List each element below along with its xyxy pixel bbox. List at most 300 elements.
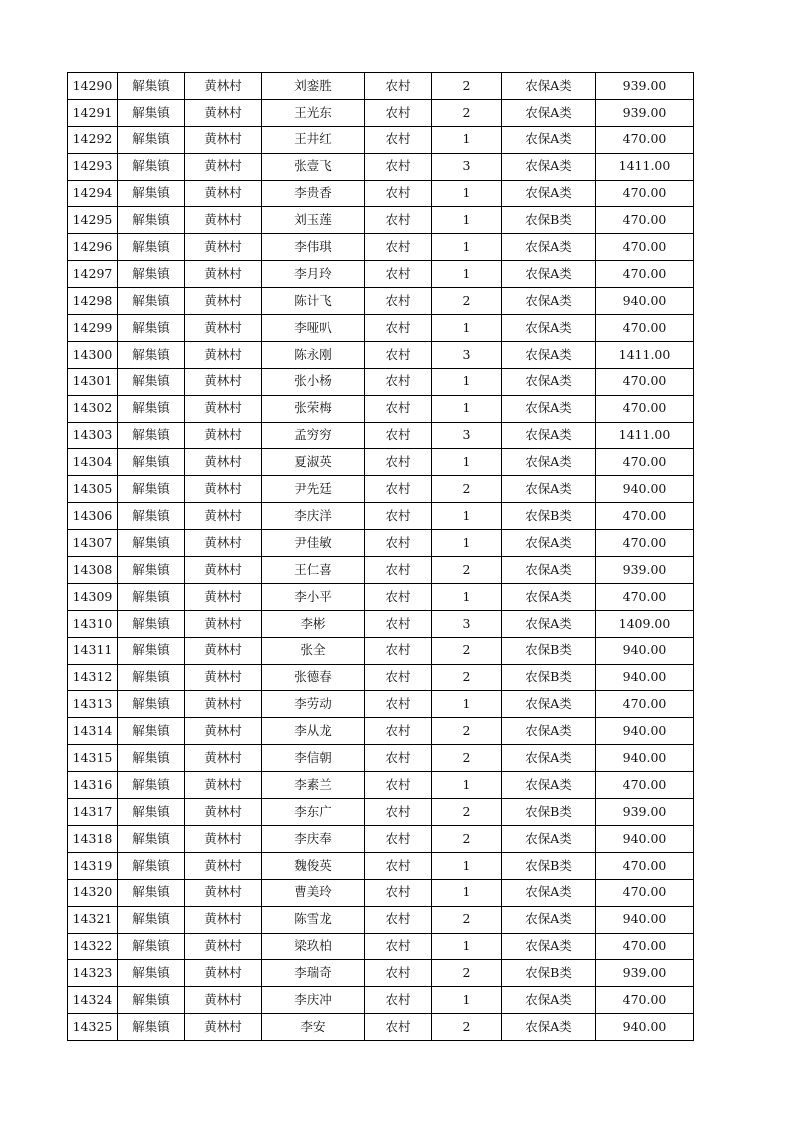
resident-name-cell: 李贵香	[262, 180, 365, 207]
household-count-cell: 1	[432, 691, 502, 718]
town-cell: 解集镇	[118, 126, 185, 153]
resident-name-cell: 李哑叭	[262, 315, 365, 342]
amount-cell: 470.00	[596, 368, 694, 395]
insurance-category-cell: 农保A类	[502, 126, 596, 153]
amount-cell: 940.00	[596, 637, 694, 664]
table-row	[68, 583, 694, 610]
table-row	[68, 422, 694, 449]
amount-cell: 939.00	[596, 799, 694, 826]
village-cell: 黄林村	[185, 906, 262, 933]
area-type-cell: 农村	[365, 449, 432, 476]
serial-number-cell: 14290	[68, 73, 118, 100]
table-row	[68, 825, 694, 852]
serial-number-cell: 14318	[68, 825, 118, 852]
village-cell: 黄林村	[185, 503, 262, 530]
amount-cell: 470.00	[596, 234, 694, 261]
insurance-category-cell: 农保A类	[502, 234, 596, 261]
village-cell: 黄林村	[185, 180, 262, 207]
household-count-cell: 2	[432, 288, 502, 315]
serial-number-cell: 14298	[68, 288, 118, 315]
resident-name-cell: 李彬	[262, 610, 365, 637]
amount-cell: 470.00	[596, 772, 694, 799]
area-type-cell: 农村	[365, 879, 432, 906]
serial-number-cell: 14317	[68, 799, 118, 826]
insurance-category-cell: 农保A类	[502, 180, 596, 207]
household-count-cell: 3	[432, 341, 502, 368]
table-row	[68, 1014, 694, 1041]
amount-cell: 940.00	[596, 906, 694, 933]
serial-number-cell: 14299	[68, 315, 118, 342]
insurance-category-cell: 农保B类	[502, 503, 596, 530]
amount-cell: 470.00	[596, 933, 694, 960]
household-count-cell: 1	[432, 852, 502, 879]
insurance-category-cell: 农保A类	[502, 583, 596, 610]
resident-name-cell: 张小杨	[262, 368, 365, 395]
village-cell: 黄林村	[185, 557, 262, 584]
household-count-cell: 2	[432, 960, 502, 987]
town-cell: 解集镇	[118, 207, 185, 234]
table-row	[68, 852, 694, 879]
serial-number-cell: 14300	[68, 341, 118, 368]
area-type-cell: 农村	[365, 906, 432, 933]
area-type-cell: 农村	[365, 852, 432, 879]
serial-number-cell: 14294	[68, 180, 118, 207]
amount-cell: 940.00	[596, 745, 694, 772]
roster-table-body	[68, 73, 694, 1041]
insurance-category-cell: 农保A类	[502, 825, 596, 852]
insurance-category-cell: 农保A类	[502, 530, 596, 557]
resident-name-cell: 王井红	[262, 126, 365, 153]
serial-number-cell: 14310	[68, 610, 118, 637]
serial-number-cell: 14315	[68, 745, 118, 772]
household-count-cell: 1	[432, 126, 502, 153]
table-row	[68, 718, 694, 745]
household-count-cell: 2	[432, 73, 502, 100]
town-cell: 解集镇	[118, 987, 185, 1014]
amount-cell: 470.00	[596, 126, 694, 153]
table-row	[68, 234, 694, 261]
village-cell: 黄林村	[185, 825, 262, 852]
area-type-cell: 农村	[365, 288, 432, 315]
village-cell: 黄林村	[185, 288, 262, 315]
amount-cell: 470.00	[596, 852, 694, 879]
area-type-cell: 农村	[365, 718, 432, 745]
town-cell: 解集镇	[118, 180, 185, 207]
insurance-category-cell: 农保A类	[502, 153, 596, 180]
area-type-cell: 农村	[365, 987, 432, 1014]
resident-name-cell: 李小平	[262, 583, 365, 610]
amount-cell: 470.00	[596, 180, 694, 207]
amount-cell: 940.00	[596, 825, 694, 852]
village-cell: 黄林村	[185, 718, 262, 745]
amount-cell: 470.00	[596, 395, 694, 422]
serial-number-cell: 14314	[68, 718, 118, 745]
resident-name-cell: 魏俊英	[262, 852, 365, 879]
table-row	[68, 879, 694, 906]
household-count-cell: 1	[432, 368, 502, 395]
resident-name-cell: 李信朝	[262, 745, 365, 772]
resident-name-cell: 孟穷穷	[262, 422, 365, 449]
area-type-cell: 农村	[365, 610, 432, 637]
town-cell: 解集镇	[118, 395, 185, 422]
table-row	[68, 772, 694, 799]
serial-number-cell: 14303	[68, 422, 118, 449]
village-cell: 黄林村	[185, 745, 262, 772]
town-cell: 解集镇	[118, 772, 185, 799]
town-cell: 解集镇	[118, 637, 185, 664]
serial-number-cell: 14322	[68, 933, 118, 960]
amount-cell: 939.00	[596, 99, 694, 126]
town-cell: 解集镇	[118, 906, 185, 933]
roster-table	[67, 72, 694, 1041]
resident-name-cell: 张全	[262, 637, 365, 664]
resident-name-cell: 张壹飞	[262, 153, 365, 180]
serial-number-cell: 14320	[68, 879, 118, 906]
amount-cell: 470.00	[596, 503, 694, 530]
serial-number-cell: 14306	[68, 503, 118, 530]
resident-name-cell: 李从龙	[262, 718, 365, 745]
village-cell: 黄林村	[185, 261, 262, 288]
village-cell: 黄林村	[185, 530, 262, 557]
area-type-cell: 农村	[365, 341, 432, 368]
area-type-cell: 农村	[365, 664, 432, 691]
resident-name-cell: 尹佳敏	[262, 530, 365, 557]
insurance-category-cell: 农保A类	[502, 691, 596, 718]
serial-number-cell: 14305	[68, 476, 118, 503]
serial-number-cell: 14302	[68, 395, 118, 422]
insurance-category-cell: 农保B类	[502, 637, 596, 664]
insurance-category-cell: 农保A类	[502, 610, 596, 637]
serial-number-cell: 14323	[68, 960, 118, 987]
amount-cell: 470.00	[596, 315, 694, 342]
household-count-cell: 3	[432, 422, 502, 449]
village-cell: 黄林村	[185, 73, 262, 100]
insurance-category-cell: 农保A类	[502, 772, 596, 799]
amount-cell: 939.00	[596, 960, 694, 987]
resident-name-cell: 陈雪龙	[262, 906, 365, 933]
town-cell: 解集镇	[118, 422, 185, 449]
table-row	[68, 449, 694, 476]
household-count-cell: 2	[432, 799, 502, 826]
resident-name-cell: 李伟琪	[262, 234, 365, 261]
town-cell: 解集镇	[118, 234, 185, 261]
resident-name-cell: 李安	[262, 1014, 365, 1041]
serial-number-cell: 14311	[68, 637, 118, 664]
household-count-cell: 2	[432, 906, 502, 933]
area-type-cell: 农村	[365, 476, 432, 503]
household-count-cell: 2	[432, 718, 502, 745]
area-type-cell: 农村	[365, 368, 432, 395]
table-row	[68, 73, 694, 100]
town-cell: 解集镇	[118, 852, 185, 879]
serial-number-cell: 14325	[68, 1014, 118, 1041]
serial-number-cell: 14293	[68, 153, 118, 180]
insurance-category-cell: 农保B类	[502, 852, 596, 879]
table-row	[68, 395, 694, 422]
table-row	[68, 368, 694, 395]
household-count-cell: 2	[432, 1014, 502, 1041]
area-type-cell: 农村	[365, 315, 432, 342]
resident-name-cell: 王仁喜	[262, 557, 365, 584]
town-cell: 解集镇	[118, 99, 185, 126]
amount-cell: 1411.00	[596, 422, 694, 449]
household-count-cell: 2	[432, 99, 502, 126]
household-count-cell: 2	[432, 664, 502, 691]
village-cell: 黄林村	[185, 395, 262, 422]
table-row	[68, 637, 694, 664]
table-row	[68, 691, 694, 718]
table-row	[68, 207, 694, 234]
serial-number-cell: 14304	[68, 449, 118, 476]
table-row	[68, 315, 694, 342]
serial-number-cell: 14309	[68, 583, 118, 610]
amount-cell: 470.00	[596, 449, 694, 476]
table-row	[68, 799, 694, 826]
household-count-cell: 1	[432, 180, 502, 207]
table-row	[68, 906, 694, 933]
resident-name-cell: 王光东	[262, 99, 365, 126]
household-count-cell: 1	[432, 879, 502, 906]
village-cell: 黄林村	[185, 933, 262, 960]
amount-cell: 939.00	[596, 73, 694, 100]
household-count-cell: 1	[432, 503, 502, 530]
town-cell: 解集镇	[118, 583, 185, 610]
resident-name-cell: 陈永刚	[262, 341, 365, 368]
resident-name-cell: 张荣梅	[262, 395, 365, 422]
village-cell: 黄林村	[185, 637, 262, 664]
town-cell: 解集镇	[118, 610, 185, 637]
amount-cell: 470.00	[596, 987, 694, 1014]
town-cell: 解集镇	[118, 557, 185, 584]
amount-cell: 470.00	[596, 207, 694, 234]
insurance-category-cell: 农保A类	[502, 341, 596, 368]
town-cell: 解集镇	[118, 503, 185, 530]
area-type-cell: 农村	[365, 557, 432, 584]
area-type-cell: 农村	[365, 422, 432, 449]
household-count-cell: 1	[432, 207, 502, 234]
insurance-category-cell: 农保A类	[502, 73, 596, 100]
village-cell: 黄林村	[185, 583, 262, 610]
table-row	[68, 180, 694, 207]
roster-sheet	[67, 72, 694, 1041]
area-type-cell: 农村	[365, 583, 432, 610]
household-count-cell: 2	[432, 557, 502, 584]
area-type-cell: 农村	[365, 637, 432, 664]
household-count-cell: 1	[432, 395, 502, 422]
serial-number-cell: 14308	[68, 557, 118, 584]
table-row	[68, 745, 694, 772]
town-cell: 解集镇	[118, 73, 185, 100]
table-row	[68, 530, 694, 557]
area-type-cell: 农村	[365, 180, 432, 207]
town-cell: 解集镇	[118, 825, 185, 852]
amount-cell: 470.00	[596, 691, 694, 718]
town-cell: 解集镇	[118, 449, 185, 476]
town-cell: 解集镇	[118, 476, 185, 503]
town-cell: 解集镇	[118, 960, 185, 987]
amount-cell: 470.00	[596, 583, 694, 610]
amount-cell: 470.00	[596, 879, 694, 906]
town-cell: 解集镇	[118, 261, 185, 288]
insurance-category-cell: 农保A类	[502, 261, 596, 288]
serial-number-cell: 14297	[68, 261, 118, 288]
household-count-cell: 2	[432, 476, 502, 503]
village-cell: 黄林村	[185, 772, 262, 799]
serial-number-cell: 14316	[68, 772, 118, 799]
resident-name-cell: 梁玖柏	[262, 933, 365, 960]
town-cell: 解集镇	[118, 799, 185, 826]
insurance-category-cell: 农保A类	[502, 395, 596, 422]
amount-cell: 1411.00	[596, 341, 694, 368]
area-type-cell: 农村	[365, 960, 432, 987]
village-cell: 黄林村	[185, 879, 262, 906]
table-row	[68, 99, 694, 126]
resident-name-cell: 夏淑英	[262, 449, 365, 476]
insurance-category-cell: 农保A类	[502, 476, 596, 503]
area-type-cell: 农村	[365, 395, 432, 422]
resident-name-cell: 李瑞奇	[262, 960, 365, 987]
village-cell: 黄林村	[185, 799, 262, 826]
village-cell: 黄林村	[185, 422, 262, 449]
serial-number-cell: 14292	[68, 126, 118, 153]
village-cell: 黄林村	[185, 341, 262, 368]
amount-cell: 940.00	[596, 476, 694, 503]
village-cell: 黄林村	[185, 852, 262, 879]
insurance-category-cell: 农保A类	[502, 288, 596, 315]
village-cell: 黄林村	[185, 315, 262, 342]
area-type-cell: 农村	[365, 261, 432, 288]
village-cell: 黄林村	[185, 1014, 262, 1041]
amount-cell: 940.00	[596, 718, 694, 745]
village-cell: 黄林村	[185, 449, 262, 476]
table-row	[68, 987, 694, 1014]
household-count-cell: 3	[432, 153, 502, 180]
household-count-cell: 1	[432, 530, 502, 557]
amount-cell: 940.00	[596, 664, 694, 691]
town-cell: 解集镇	[118, 933, 185, 960]
area-type-cell: 农村	[365, 799, 432, 826]
table-row	[68, 503, 694, 530]
village-cell: 黄林村	[185, 476, 262, 503]
serial-number-cell: 14296	[68, 234, 118, 261]
insurance-category-cell: 农保A类	[502, 718, 596, 745]
resident-name-cell: 陈计飞	[262, 288, 365, 315]
area-type-cell: 农村	[365, 126, 432, 153]
household-count-cell: 2	[432, 637, 502, 664]
household-count-cell: 3	[432, 610, 502, 637]
area-type-cell: 农村	[365, 933, 432, 960]
table-row	[68, 664, 694, 691]
amount-cell: 940.00	[596, 1014, 694, 1041]
area-type-cell: 农村	[365, 73, 432, 100]
insurance-category-cell: 农保A类	[502, 1014, 596, 1041]
amount-cell: 470.00	[596, 530, 694, 557]
insurance-category-cell: 农保A类	[502, 745, 596, 772]
household-count-cell: 1	[432, 234, 502, 261]
household-count-cell: 1	[432, 315, 502, 342]
insurance-category-cell: 农保A类	[502, 99, 596, 126]
serial-number-cell: 14301	[68, 368, 118, 395]
area-type-cell: 农村	[365, 825, 432, 852]
table-row	[68, 153, 694, 180]
table-row	[68, 341, 694, 368]
village-cell: 黄林村	[185, 368, 262, 395]
insurance-category-cell: 农保B类	[502, 664, 596, 691]
table-row	[68, 933, 694, 960]
table-row	[68, 960, 694, 987]
village-cell: 黄林村	[185, 960, 262, 987]
town-cell: 解集镇	[118, 691, 185, 718]
area-type-cell: 农村	[365, 99, 432, 126]
insurance-category-cell: 农保A类	[502, 315, 596, 342]
insurance-category-cell: 农保A类	[502, 368, 596, 395]
town-cell: 解集镇	[118, 664, 185, 691]
town-cell: 解集镇	[118, 341, 185, 368]
serial-number-cell: 14319	[68, 852, 118, 879]
insurance-category-cell: 农保A类	[502, 987, 596, 1014]
area-type-cell: 农村	[365, 745, 432, 772]
town-cell: 解集镇	[118, 288, 185, 315]
insurance-category-cell: 农保B类	[502, 207, 596, 234]
insurance-category-cell: 农保A类	[502, 933, 596, 960]
household-count-cell: 1	[432, 772, 502, 799]
table-row	[68, 261, 694, 288]
area-type-cell: 农村	[365, 207, 432, 234]
resident-name-cell: 张德春	[262, 664, 365, 691]
household-count-cell: 2	[432, 745, 502, 772]
insurance-category-cell: 农保A类	[502, 906, 596, 933]
town-cell: 解集镇	[118, 315, 185, 342]
serial-number-cell: 14295	[68, 207, 118, 234]
amount-cell: 940.00	[596, 288, 694, 315]
area-type-cell: 农村	[365, 234, 432, 261]
area-type-cell: 农村	[365, 691, 432, 718]
town-cell: 解集镇	[118, 368, 185, 395]
resident-name-cell: 李庆奉	[262, 825, 365, 852]
town-cell: 解集镇	[118, 1014, 185, 1041]
insurance-category-cell: 农保A类	[502, 449, 596, 476]
insurance-category-cell: 农保B类	[502, 799, 596, 826]
serial-number-cell: 14324	[68, 987, 118, 1014]
serial-number-cell: 14321	[68, 906, 118, 933]
village-cell: 黄林村	[185, 234, 262, 261]
area-type-cell: 农村	[365, 1014, 432, 1041]
insurance-category-cell: 农保A类	[502, 557, 596, 584]
household-count-cell: 2	[432, 825, 502, 852]
household-count-cell: 1	[432, 583, 502, 610]
resident-name-cell: 李东广	[262, 799, 365, 826]
amount-cell: 939.00	[596, 557, 694, 584]
area-type-cell: 农村	[365, 772, 432, 799]
area-type-cell: 农村	[365, 503, 432, 530]
area-type-cell: 农村	[365, 530, 432, 557]
table-row	[68, 288, 694, 315]
table-row	[68, 126, 694, 153]
resident-name-cell: 李劳动	[262, 691, 365, 718]
village-cell: 黄林村	[185, 610, 262, 637]
village-cell: 黄林村	[185, 126, 262, 153]
household-count-cell: 1	[432, 933, 502, 960]
town-cell: 解集镇	[118, 530, 185, 557]
resident-name-cell: 尹先廷	[262, 476, 365, 503]
amount-cell: 1411.00	[596, 153, 694, 180]
resident-name-cell: 李素兰	[262, 772, 365, 799]
village-cell: 黄林村	[185, 664, 262, 691]
table-row	[68, 557, 694, 584]
insurance-category-cell: 农保A类	[502, 422, 596, 449]
household-count-cell: 1	[432, 449, 502, 476]
table-row	[68, 610, 694, 637]
